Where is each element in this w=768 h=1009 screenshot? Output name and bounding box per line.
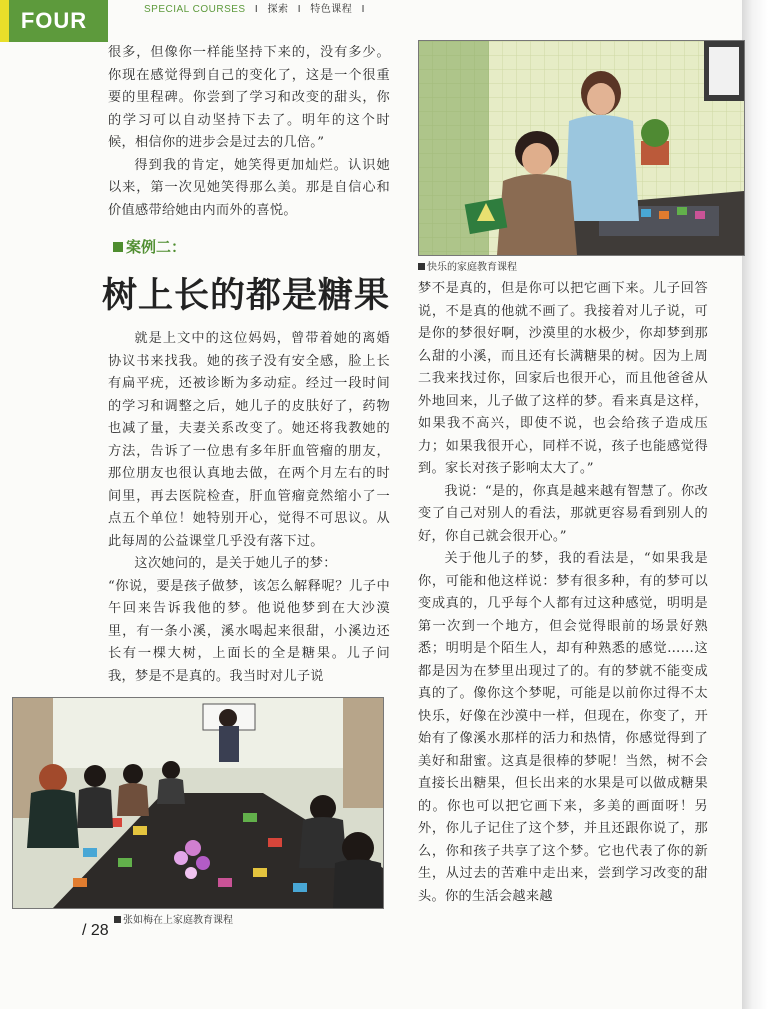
running-head-explore: 探索 — [267, 4, 289, 15]
caption-square-icon — [114, 916, 121, 923]
running-head-separator: I — [297, 4, 302, 15]
left-column-top-text — [108, 42, 390, 222]
photo-illustration — [419, 41, 744, 255]
photo-illustration — [13, 698, 383, 908]
caption-square-icon — [418, 263, 425, 270]
page-edge-shadow — [742, 0, 768, 1009]
photo-caption — [418, 258, 517, 273]
running-head-special-courses: 特色课程 — [310, 4, 353, 15]
right-column-text — [418, 278, 708, 908]
section-tab-label: FOUR — [20, 8, 88, 33]
green-square-icon — [113, 242, 123, 252]
paragraph: 这次她问的，是关于她儿子的梦： — [134, 556, 337, 571]
running-head-separator: I — [254, 4, 259, 15]
running-head — [144, 0, 371, 14]
section-accent-strip — [0, 0, 9, 42]
caption-text: 快乐的家庭教育课程 — [427, 262, 517, 273]
article-headline: 树上长的都是糖果 — [102, 276, 391, 316]
paragraph: 我说：“是的，你真是越来越有智慧了。你改变了自己对别人的看法，那就更容易看到别人的好，你自己就会很开心。” — [418, 483, 708, 544]
running-head-separator: I — [361, 4, 365, 15]
running-head-english: SPECIAL COURSES — [144, 4, 246, 15]
section-tab — [0, 0, 108, 42]
photo-family-education-class — [418, 40, 745, 256]
paragraph: 很多，但像你一样能坚持下来的，没有多少。你现在感觉得到自己的变化了，这是一个很重要的里程碑。你尝到了学习和改变的甜头，你的学习可以自动坚持下去了。明年的这个时候，相信你的进步会是过去的几倍。” — [108, 45, 390, 150]
left-column-main-text — [108, 328, 390, 688]
page-number: / 28 — [82, 922, 109, 939]
caption-text: 张如梅在上家庭教育课程 — [123, 915, 233, 926]
photo-classroom-session — [12, 697, 384, 909]
paragraph: 得到我的肯定，她笑得更加灿烂。认识她以来，第一次见她笑得那么美。那是自信心和价值感带给她由内而外的喜悦。 — [108, 157, 390, 218]
paragraph: “你说，要是孩子做梦，该怎么解释呢？儿子中午回来告诉我他的梦。他说他梦到在大沙漠里，有一条小溪，溪水喝起来很甜，小溪边还长有一棵大树，上面长的全是糖果。儿子问我，梦是不是真的。我当时对儿子说 — [108, 578, 390, 684]
paragraph: 梦不是真的，但是你可以把它画下来。儿子回答说，不是真的他就不画了。我接着对儿子说，可是你的梦很好啊，沙漠里的水极少，你却梦到那么甜的小溪，而且还有长满糖果的树。因为上周二我来找过你，回家后也很开心，而且他爸爸从外地回来，儿子做了这样的梦。看来真是这样，如果我不高兴，即使不说，也会给孩子造成压力；如果我很开心，同样不说，孩子也能感觉得到。家长对孩子影响太大了。” — [418, 281, 708, 476]
photo-caption — [114, 911, 233, 926]
paragraph: 关于他儿子的梦，我的看法是，“如果我是你，可能和他这样说：梦有很多种，有的梦可以变成真的，几乎每个人都有过这种感觉，明明是第一次到一个地方，但会觉得眼前的场景好熟悉；明明是个陌生人，却有种熟悉的感觉……这都是因为在梦里出现过了的。有的梦就不能变成真的了。像你这个梦呢，可能是以前你过得不太快乐，好像在沙漠中一样，但现在，你变了，开始有了像溪水那样的活力和热情，你感觉得到了美好和甜蜜。这真是很棒的梦呢！当然，树不会直接长出糖果，但长出来的水果是可以做成糖果的。你也可以把它画下来，多美的画面呀！另外，你儿子记住了这个梦，并且还跟你说了，那么，你和孩子共享了这个梦。它也代表了你的新生，从过去的苦难中走出来，尝到学习改变的甜头。你的生活会越来越 — [418, 551, 708, 904]
case-label-text: 案例二： — [126, 238, 187, 256]
case-label — [113, 236, 186, 257]
paragraph: 就是上文中的这位妈妈，曾带着她的离婚协议书来找我。她的孩子没有安全感，脸上长有扁平疣，还被诊断为多动症。经过一段时间的学习和调整之后，她儿子的皮肤好了，药物也减了量，夫妻关系改变了。她还将我教她的方法，告诉了一位患有多年肝血管瘤的朋友，那位朋友也很认真地去做，在两个月左右的时间里，再去医院检查，肝血管瘤竟然缩小了一点五个单位！她特别开心，觉得不可思议。从此每周的公益课堂几乎没有落下过。 — [108, 331, 390, 549]
